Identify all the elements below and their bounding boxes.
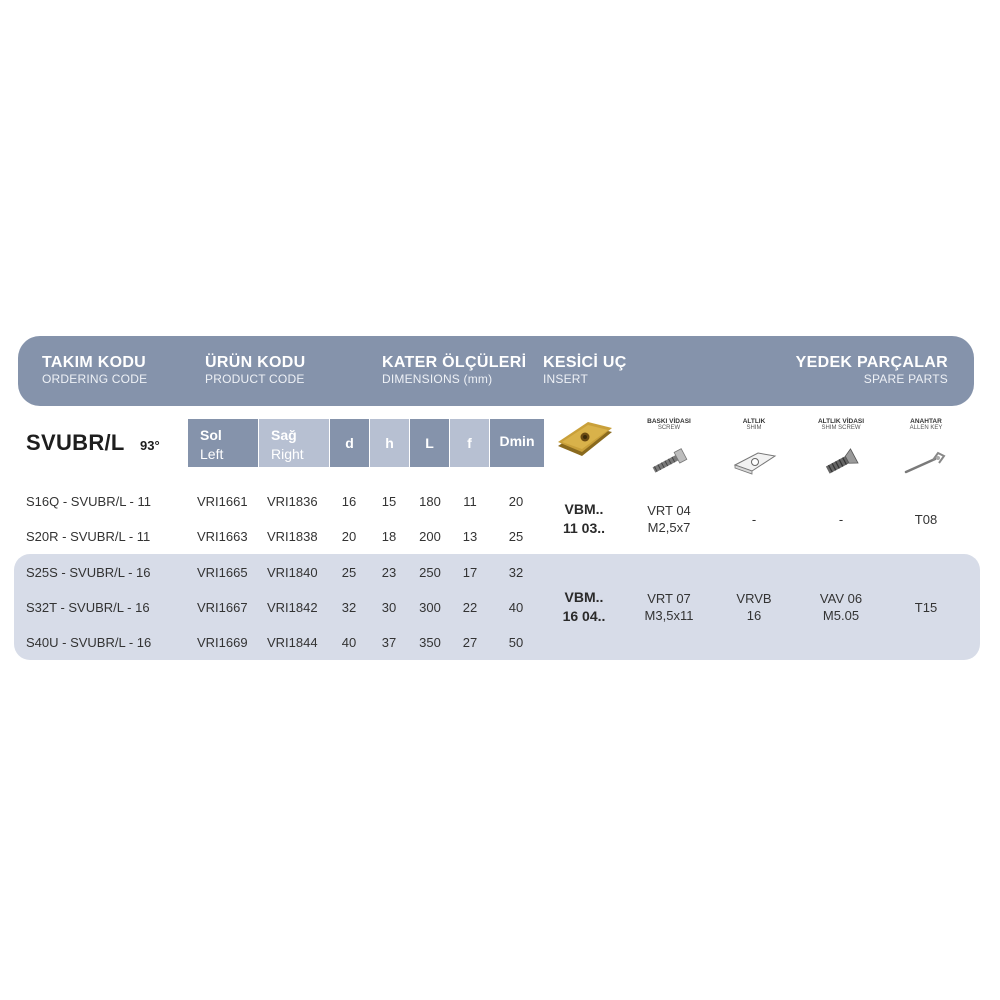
subheader-dmin: Dmin	[490, 419, 544, 467]
cell-code: S32T - SVUBR/L - 16	[26, 600, 150, 615]
cell-left: VRI1667	[197, 600, 248, 615]
cell-f: 11	[463, 494, 477, 509]
cell-code: S16Q - SVUBR/L - 11	[26, 494, 151, 509]
shim-group-2: VRVB 16	[736, 591, 772, 623]
shim-screw-group-1: -	[838, 512, 844, 527]
cell-dmin: 40	[508, 600, 524, 615]
cell-L: 200	[419, 529, 441, 544]
cell-left: VRI1663	[197, 529, 248, 544]
cell-h: 15	[381, 494, 397, 509]
header-insert: KESİCİ UÇ INSERT	[543, 354, 627, 386]
tool-title: SVUBR/L	[26, 430, 125, 455]
spare-header-shim-screw: ALTLIK VİDASI SHIM SCREW	[817, 418, 865, 431]
shim-group-1: -	[751, 512, 757, 527]
cell-h: 30	[381, 600, 397, 615]
cell-left: VRI1665	[197, 565, 248, 580]
screw-icon	[648, 447, 690, 477]
header-band	[18, 336, 974, 406]
header-dimensions: KATER ÖLÇÜLERİ DIMENSIONS (mm)	[382, 354, 527, 386]
cell-right: VRI1840	[267, 565, 318, 580]
cell-right: VRI1844	[267, 635, 318, 650]
screw-group-1: VRT 04 M2,5x7	[647, 503, 691, 535]
cell-code: S40U - SVUBR/L - 16	[26, 635, 152, 650]
subheader-left: Sol Left	[188, 419, 258, 467]
shim-screw-icon	[820, 448, 862, 478]
cell-h: 18	[381, 529, 397, 544]
cell-dmin: 32	[508, 565, 524, 580]
spare-header-screw: BASKI VİDASI SCREW	[647, 418, 691, 431]
cell-right: VRI1836	[267, 494, 318, 509]
cell-right: VRI1842	[267, 600, 318, 615]
shim-icon	[732, 449, 778, 475]
allen-key-icon	[903, 449, 949, 477]
subheader-L: L	[410, 419, 449, 467]
cell-f: 22	[462, 600, 478, 615]
subheader-right: Sağ Right	[259, 419, 329, 467]
cell-L: 300	[419, 600, 441, 615]
cell-code: S20R - SVUBR/L - 11	[26, 529, 151, 544]
screw-group-2: VRT 07 M3,5x11	[644, 591, 694, 623]
cell-code: S25S - SVUBR/L - 16	[26, 565, 151, 580]
cell-f: 13	[462, 529, 478, 544]
insert-code-group-1: VBM.. 11 03..	[562, 501, 606, 536]
cell-left: VRI1661	[197, 494, 248, 509]
cell-d: 40	[341, 635, 357, 650]
cell-dmin: 50	[508, 635, 524, 650]
allen-key-group-1: T08	[914, 512, 938, 527]
header-spare-parts: YEDEK PARÇALAR SPARE PARTS	[795, 354, 948, 386]
header-product-code: ÜRÜN KODU PRODUCT CODE	[205, 354, 306, 386]
insert-icon	[554, 420, 616, 464]
cell-d: 25	[341, 565, 357, 580]
spare-header-allen-key: ANAHTAR ALLEN KEY	[909, 418, 943, 431]
subheader-h: h	[370, 419, 409, 467]
cell-d: 16	[341, 494, 357, 509]
cell-f: 17	[462, 565, 478, 580]
spare-header-shim: ALTLIK SHIM	[742, 418, 766, 431]
header-tool-code: TAKIM KODU ORDERING CODE	[42, 354, 148, 386]
cell-d: 32	[341, 600, 357, 615]
cell-L: 350	[419, 635, 441, 650]
cell-h: 37	[381, 635, 397, 650]
cell-dmin: 25	[508, 529, 524, 544]
cell-right: VRI1838	[267, 529, 318, 544]
subheader-d: d	[330, 419, 369, 467]
tool-angle: 93°	[140, 438, 160, 453]
cell-L: 180	[419, 494, 441, 509]
cell-left: VRI1669	[197, 635, 248, 650]
cell-h: 23	[381, 565, 397, 580]
cell-L: 250	[419, 565, 441, 580]
cell-dmin: 20	[508, 494, 524, 509]
allen-key-group-2: T15	[914, 600, 938, 615]
shim-screw-group-2: VAV 06 M5.05	[819, 591, 863, 623]
cell-d: 20	[341, 529, 357, 544]
subheader-f: f	[450, 419, 489, 467]
cell-f: 27	[462, 635, 478, 650]
insert-code-group-2: VBM.. 16 04..	[562, 589, 606, 624]
